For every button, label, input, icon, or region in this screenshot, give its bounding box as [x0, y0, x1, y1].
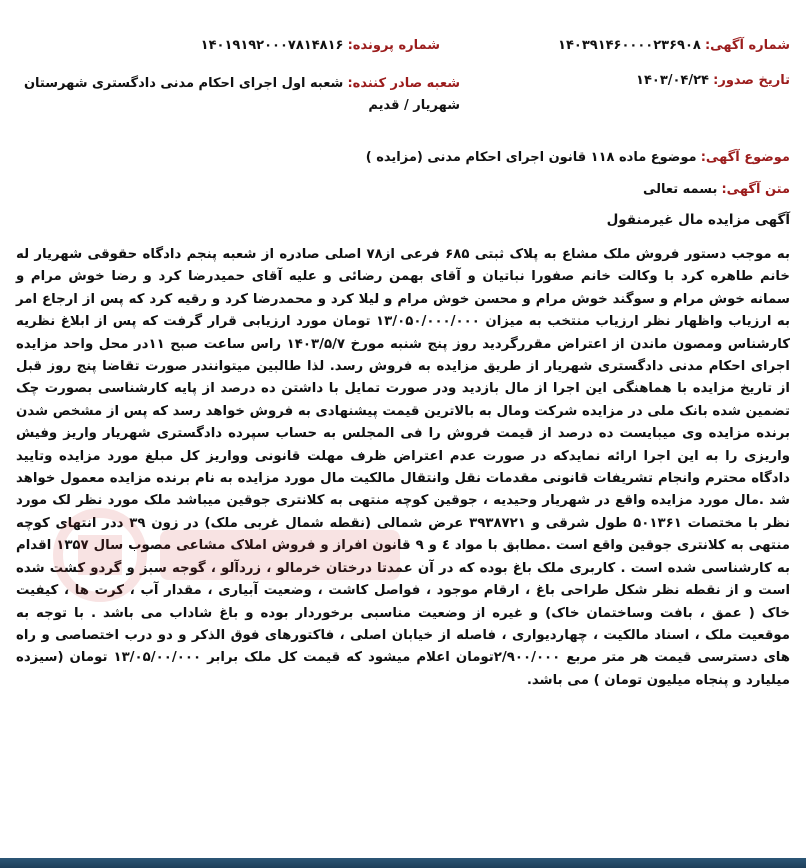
issuer-label: شعبه صادر کننده: — [347, 76, 460, 91]
notice-body: به موجب دستور فروش ملک مشاع به پلاک ثبتی ۶۸۵ فرعی از۷۸ اصلی صادره از شعبه پنجم دادگاه حقوقی شهریار له خانم طاهره کرد با وکالت خانم صفورا نباتیان و آقای بهمن رضائی و علیه آقای حمیدرضا کرد و رضا خوش مرام و سمانه خوش مرام و سوگند خوش مرام و محسن خوش مرام و لیلا کرد و محمدرضا کرد و رقیه کرد که پس از ارجاع امر به ارزیاب واظهار نظر ارزیاب منتخب به میزان ۱۳/۰۵۰/۰۰۰/۰۰۰ تومان مورد ارزیابی قرار گرفت که پس از ابلاغ نظریه کارشناس ومصون ماندن از اعتراض مقررگردید روز پنج شنبه مورخ ۱۴۰۳/۵/۷ راس ساعت صبح ۱۱در محل واحد مزایده اجرای احکام مدنی دادگستری شهریار از طریق مزایده به فروش رسد. لذا طالبین میتوانندر صورت تقاضا پنج روز قبل از تاریخ مزایده با هماهنگی این اجرا از مال بازدید ودر صورت تمایل با داشتن ده درصد از پایه کارشناسی بصورت چک تضمین شده بانک ملی در مزایده شرکت ومال به بالاترین قیمت پیشنهادی به فروش خواهد رسد که پس از مشخص شدن برنده مزایده وی میبایست ده درصد از قیمت فروش را فی المجلس به حساب سپرده دادگستری شهریار واریز وفیش واریزی را به این اجرا ارائه نمایدکه در صورت عدم اعتراض ظرف مهلت قانونی وواریز کل مبلغ مورد مزایده وتایید دادگاه محترم وانجام تشریفات قانونی مقدمات نقل وانتقال مالکیت مال مورد مزایده به نام برنده مزایده معمول خواهد شد .مال مورد مزایده واقع در شهریار وحیدیه ، جوقین کوچه منتهی به کلانتری جوقین میباشد ملک مورد نظر لک مورد نظر با مختصات ۵۰۱۳۶۱ طول شرقی و ۳۹۳۸۷۲۱ عرض شمالی (نقطه شمال غربی ملک) در زون ۳۹ ددر انتهای کوچه منتهی به کلانتری جوقین واقع است .مطابق با مواد ٤ و ۹ قانون افراز و فروش املاک مشاعی مصوب سال ۱۳۵۷ اقدام به کارشناسی شده است . کاربری ملک باغ بوده که در آن عمدتا درختان خرمالو ، زردآلو ، گوجه سبز و گردو کشت شده است و از نقطه نظر شکل طراحی باغ ، ارقام موجود ، فواصل کاشت ، وضعیت آبیاری ، مقدار آب ، کرت ها ، کیفیت خاک ( عمق ، بافت وساختمان خاک) و غیره از وضعیت مناسبی برخوردار بوده و باغ شاداب می باشد . با توجه به موقعیت ملک ، اسناد مالکیت ، چهاردیواری ، فاصله از خیابان اصلی ، فاکتورهای فوق الذکر و دو درب اختصاصی و راه های دسترسی قیمت هر متر مربع ۲/۹۰۰/۰۰۰تومان اعلام میشود که قیمت کل ملک برابر ۱۳/۰۵/۰۰/۰۰۰ تومان (سیزده میلیارد و پنجاه میلیون تومان ) می باشد. — [16, 247, 791, 688]
bottom-bar — [0, 858, 806, 868]
issue-date-label: تاریخ صدور: — [713, 73, 790, 88]
issuer-value: شعبه اول اجرای احکام مدنی دادگستری شهرستان شهریار / قدیم — [23, 76, 460, 113]
body-intro-row — [643, 180, 790, 200]
case-number-value: ۱۴۰۱۹۱۹۲۰۰۰۷۸۱۴۸۱۶ — [200, 38, 344, 53]
issue-date-value: ۱۴۰۳/۰۴/۲۴ — [636, 73, 709, 88]
notice-heading: آگهی مزایده مال غیرمنقول — [606, 212, 790, 228]
ad-number-label: شماره آگهی: — [704, 38, 790, 53]
issue-date-row — [636, 71, 790, 91]
issuer-row — [16, 73, 460, 117]
ad-number-value: ۱۴۰۳۹۱۴۶۰۰۰۰۲۳۶۹۰۸ — [558, 38, 701, 53]
body-intro-value: بسمه تعالی — [642, 182, 718, 197]
body-intro-label: متن آگهی: — [721, 182, 790, 197]
case-number-row — [201, 36, 440, 56]
subject-label: موضوع آگهی: — [700, 150, 790, 165]
case-number-label: شماره پرونده: — [347, 38, 440, 53]
subject-value: موضوع ماده ۱۱۸ قانون اجرای احکام مدنی (مزایده ) — [365, 150, 697, 165]
ad-number-row — [558, 36, 790, 56]
subject-row — [366, 148, 790, 168]
